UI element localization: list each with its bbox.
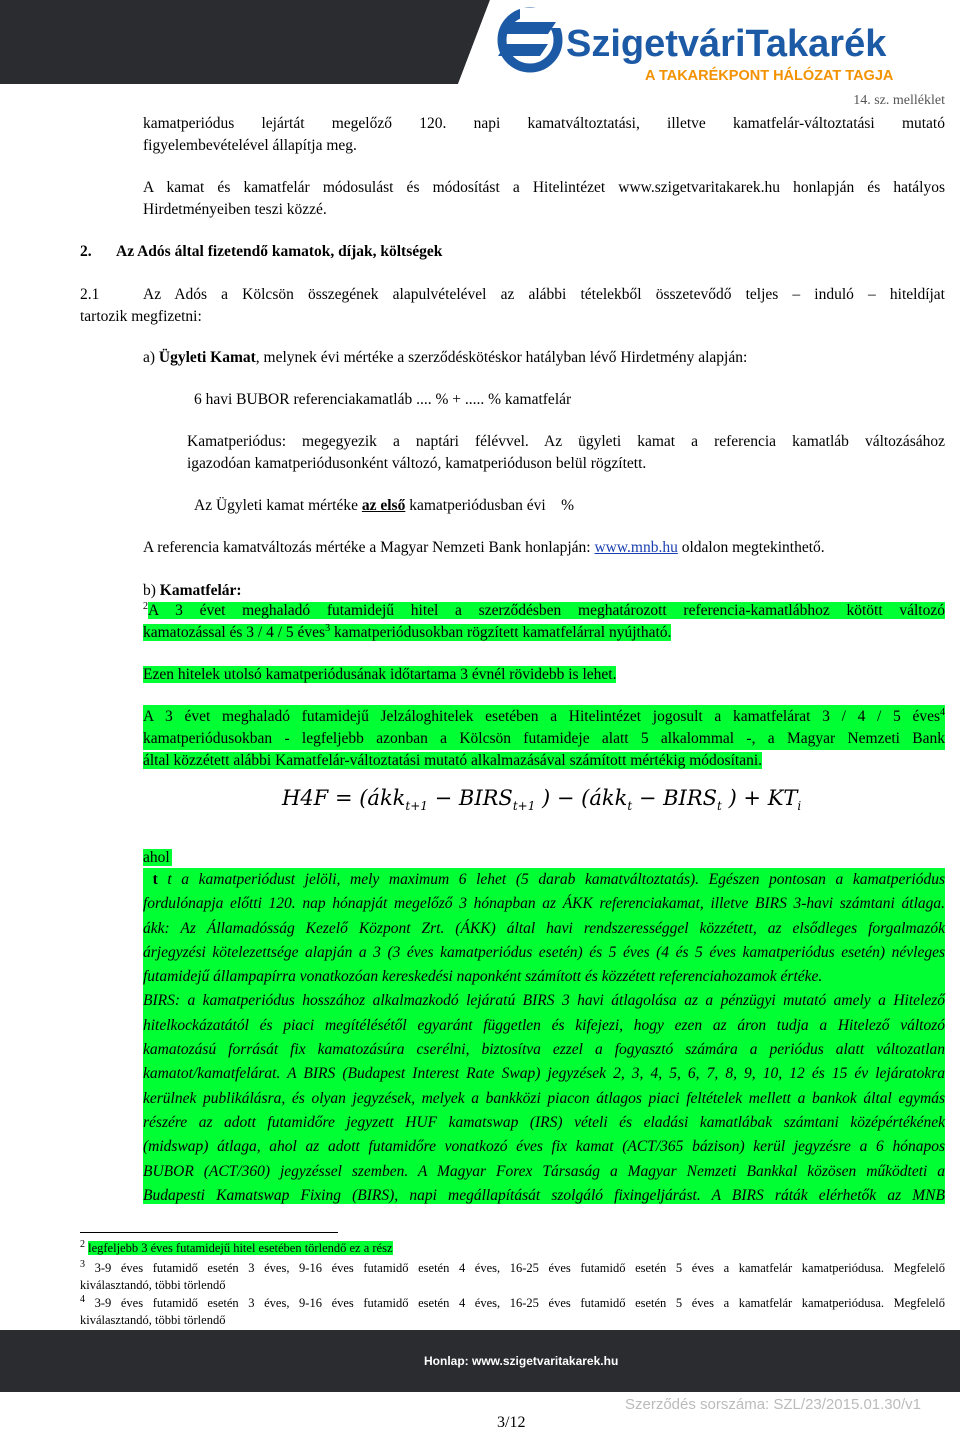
def-birs-line4: kamatot/kamatfelárat. A BIRS (Budapest Interest Rate Swap) jegyzések 2, 3, 4, 5, 6, 7, 8, 9, 10, 12 és 15 év lejáratokra: [143, 1065, 945, 1083]
green-p2: Ezen hitelek utolsó kamatperiódusának időtartama 3 évnél rövidebb is lehet.: [143, 666, 617, 683]
green-p3-line3: által közzétett alábbi Kamatfelár-változtatási mutató alkalmazásával számított mértékig módosítani.: [143, 752, 763, 769]
mnb-link[interactable]: www.mnb.hu: [594, 539, 678, 556]
def-akk-line3: futamidejű állampapírra vonatkozóan kereskedési naponként számított és közzétett referenciahozamok értéke.: [143, 968, 823, 986]
def-birs-line6: részére az adott futamidőre jegyzett HUF kamatswap (IRS) vételi és eladási kamatlábak számtani középértékének: [143, 1113, 945, 1131]
period-line2: igazodóan kamatperiódusonként változó, kamatperióduson belül rögzített.: [187, 455, 647, 472]
page-number: 3/12: [497, 1414, 526, 1431]
footnote-4-line1: $^4$ 3-9 éves futamidő esetén 3 éves, 9-16 éves futamidő esetén 4 éves, 16-25 éves futamidő esetén 5 éves a kamatfelár kamatperiódusa. Megfelelő: [80, 1293, 946, 1310]
def-birs-line8: BUBOR (ACT/360) jegyzéssel szemben. A Magyar Forex Társaság a Magyar Nemzeti Bankkal közösen működteti a: [143, 1162, 945, 1180]
def-birs-line3: kamatozású forrását fix kamatozásúra cserélni, biztosítva ezzel a fogyasztó számára a periódus alatt változatlan: [143, 1041, 945, 1059]
s21-number: 2.1: [80, 286, 100, 303]
section-2-number: 2.: [80, 243, 92, 260]
footnote-4-line2: kiválasztandó, többi törlendő: [80, 1313, 226, 1327]
brand-name: SzigetváriTakarék: [566, 23, 887, 65]
definitions-block: [143, 868, 945, 1204]
intro-p1-line1: kamatperiódus lejártát megelőző 120. napi kamatváltoztatási, illetve kamatfelár-változtatási mutató: [143, 115, 945, 132]
first-period-rate: Az Ügyleti kamat mértéke az első kamatperiódusban évi %: [194, 497, 575, 514]
def-birs-line7: (midswap) átlaga, ahol az adott futamidőre vonatkozó éves fix kamat (ACT/365 bázison) kerül jegyzésre a 6 hónapos: [143, 1138, 945, 1156]
def-t-line2: fordulónapja előtti 120. nap hónapját megelőző 3 hónapban az ÁKK referenciakamat, illetve BIRS 3-havi számtani átlaga.: [143, 895, 945, 913]
def-akk-line1: ákk: Az Államadósság Kezelő Központ Zrt. (ÁKK) által havi rendszerességgel közzétett, az elsődleges forgalmazók: [143, 919, 945, 937]
annex-label: 14. sz. melléklet: [853, 93, 945, 108]
reference-rate-line: A referencia kamatváltozás mértéke a Magyar Nemzeti Bank honlapján: www.mnb.hu oldalon megtekinthető.: [143, 539, 825, 556]
s21-b: b) Kamatfelár:: [143, 582, 242, 599]
def-birs-line2: hitelkockázatától és piaci megítélésétől egyaránt független és kifejezi, hogy ezen az áron tudja a Hitelező változó: [143, 1016, 945, 1034]
green-p1-line1: $^2$A 3 évet meghaladó futamidejű hitel a szerződésben meghatározott referencia-kamatlábhoz kötött változó: [143, 600, 945, 619]
footnote-3-line1: $^3$ 3-9 éves futamidő esetén 3 éves, 9-16 éves futamidő esetén 4 éves, 16-25 éves futamidő esetén 5 éves a kamatfelár kamatperiódusa. Megfelelő: [80, 1258, 946, 1275]
footer-website: Honlap: www.szigetvaritakarek.hu: [424, 1354, 619, 1368]
bubor-line: 6 havi BUBOR referenciakamatláb .... % + ..... % kamatfelár: [194, 391, 572, 408]
def-birs-line9: Budapesti Kamatswap Fixing (BIRS), napi megállapítását szolgáló fixingeljárást. A BIRS ráták elérhetők az MNB: [143, 1186, 945, 1204]
footer-bar: [0, 1330, 960, 1392]
footnote-separator: [80, 1232, 338, 1233]
s21-a: a) Ügyleti Kamat, melynek évi mértéke a szerződéskötéskor hatályban lévő Hirdetmény alapján:: [143, 349, 748, 366]
def-birs-line1: BIRS: a kamatperiódus hosszához alkalmazkodó lejáratú BIRS 3 havi átlagolása az a pénzügyi mutató amely a Hitelező: [143, 992, 945, 1010]
s21-line1: Az Adós a Kölcsön összegének alapulvételével az alábbi tételekből összetevődő teljes – induló – hiteldíjat: [143, 286, 945, 303]
h4f-formula: H4F = (ákk$_{t+1}$ − $BIRS_{t+1}$ ) − (ákk$_t$ − $BIRS_t$ ) + $KT_i$: [282, 786, 802, 814]
contract-number: Szerződés sorszáma: SZL/23/2015.01.30/v1: [625, 1396, 922, 1413]
def-akk-line2: árjegyzési kötelezettsége alapján a 3 (3 éves kamatperiódus esetén) és 5 éves (4 és 5 éves kamatperiódus esetén) névleges: [143, 943, 945, 961]
footnote-2: $^2$ legfeljebb 3 éves futamidejű hitel esetében törlendő ez a rész: [80, 1238, 393, 1255]
footnote-3-line2: kiválasztandó, többi törlendő: [80, 1278, 226, 1292]
s21-line2: tartozik megfizetni:: [80, 308, 202, 325]
period-line1: Kamatperiódus: megegyezik a naptári félévvel. Az ügyleti kamat a referencia kamatláb változásához: [187, 433, 945, 450]
green-p1-line2: kamatozással és 3 / 4 / 5 éves$^3$ kamatperiódusokban rögzített kamatfelárral nyújtható.: [143, 622, 672, 641]
intro-p2-line2: Hirdetményeiben teszi közzé.: [143, 201, 327, 218]
brand-tagline: A TAKARÉKPONT HÁLÓZAT TAGJA: [645, 68, 894, 84]
def-t-line1: t t a kamatperiódust jelöli, mely maximum 6 lehet (5 darab kamatváltoztatás). Egészen pontosan a kamatperiódus: [143, 871, 945, 888]
green-p3-line1: A 3 évet meghaladó futamidejű Jelzáloghitelek esetében a Hitelintézet jogosult a kamatfelárat 3 / 4 / 5 éves$^4$: [143, 705, 945, 728]
def-birs-line5: kerülnek publikálásra, és olyan jegyzések, melyek a bankközi piacon átlagos piaci feltételek mellett a bankok által egymás: [143, 1089, 945, 1107]
ahol-label: ahol: [143, 849, 170, 866]
header-banner: [0, 0, 960, 84]
section-2-title: Az Adós által fizetendő kamatok, díjak, költségek: [116, 243, 443, 260]
green-p3-line2: kamatperiódusokban - legfeljebb azonban a Kölcsön futamideje alatt 5 alkalommal -, a Magyar Nemzeti Bank: [143, 727, 945, 750]
intro-p1-line2: figyelembevételével állapítja meg.: [143, 137, 357, 154]
intro-p2-line1: A kamat és kamatfelár módosulást és módosítást a Hitelintézet www.szigetvaritakarek.hu honlapján és hatályos: [143, 179, 945, 196]
